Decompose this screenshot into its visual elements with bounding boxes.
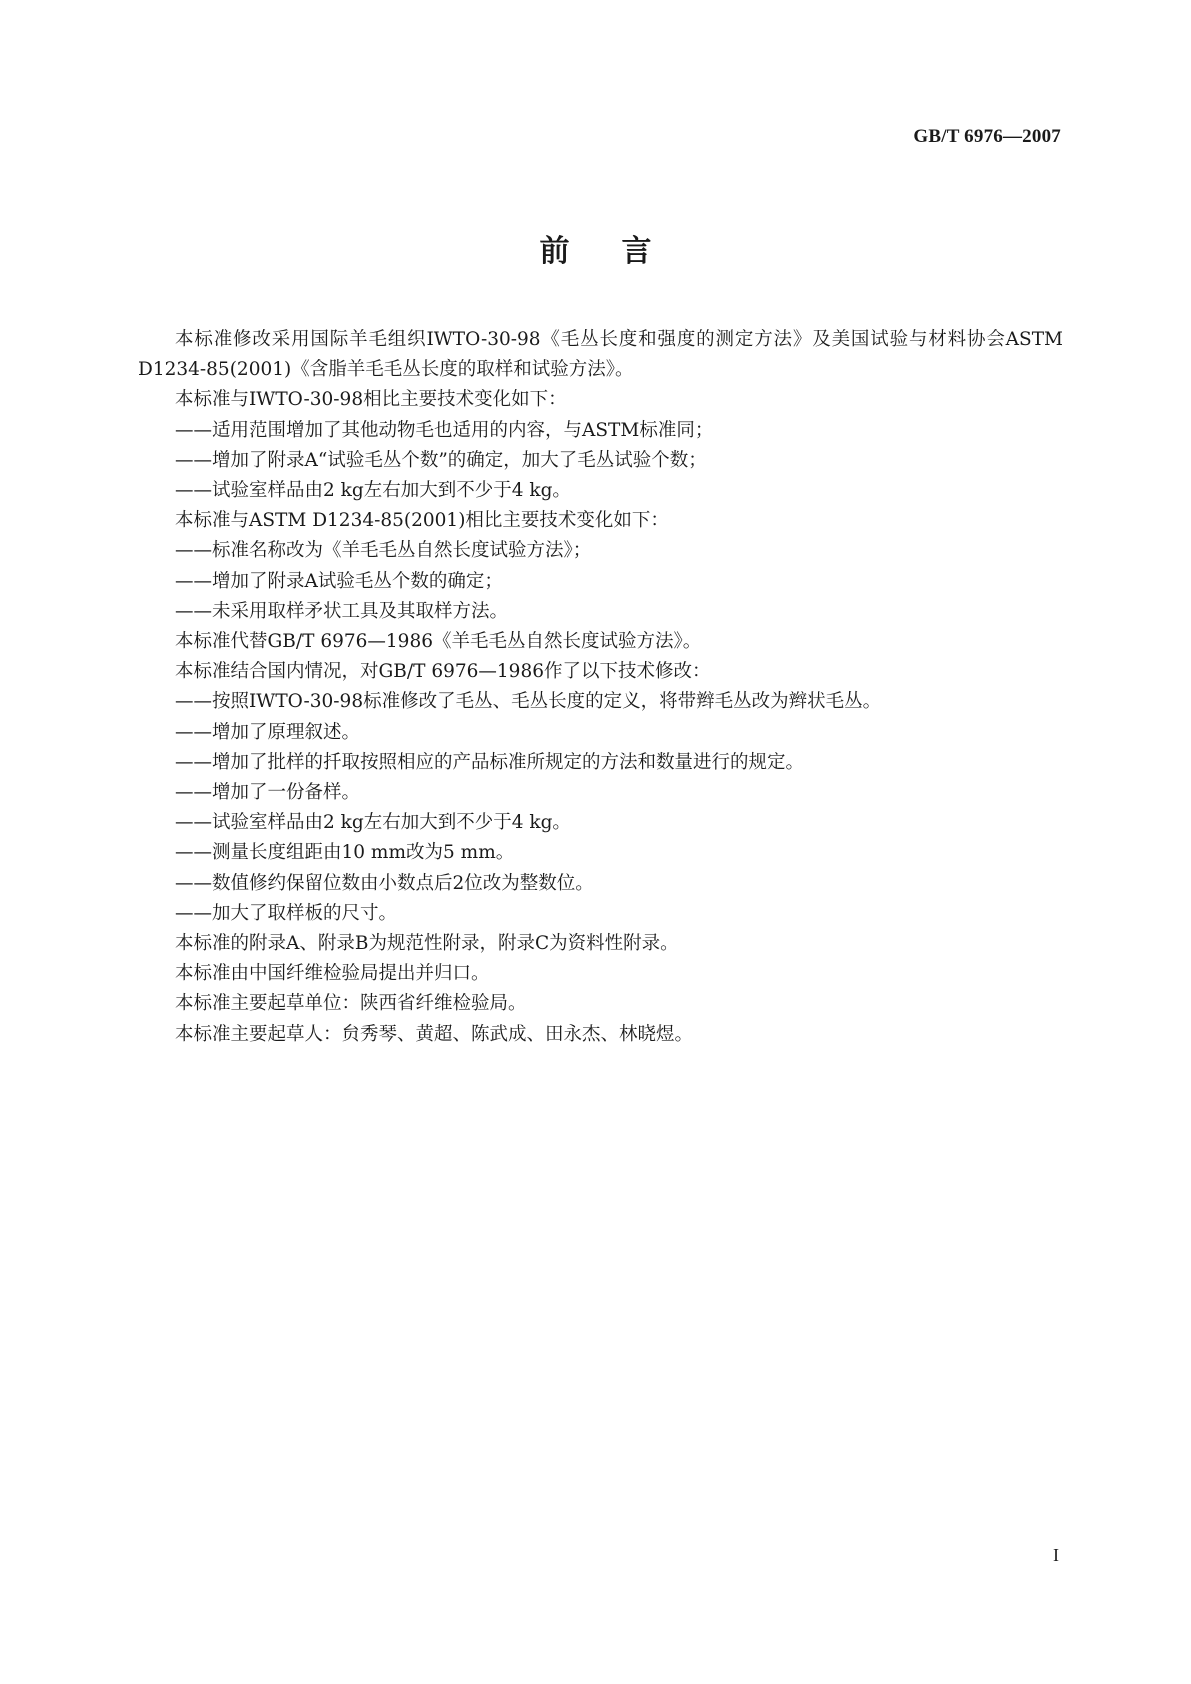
list-item: ——试验室样品由2 kg左右加大到不少于4 kg。 <box>175 812 571 834</box>
list-item: ——增加了原理叙述。 <box>175 721 361 743</box>
list-item: ——标准名称改为《羊毛毛丛自然长度试验方法》； <box>175 540 592 562</box>
standard-code: GB/T 6976—2007 <box>913 126 1061 147</box>
list-item: ——测量长度组距由10 mm改为5 mm。 <box>175 842 515 864</box>
paragraph: 本标准代替GB/T 6976—1986《羊毛毛丛自然长度试验方法》。 <box>175 631 702 653</box>
page-number: I <box>1053 1545 1059 1565</box>
list-item: ——按照IWTO-30-98标准修改了毛丛、毛丛长度的定义，将带辫毛丛改为辫状毛丛。 <box>175 691 882 713</box>
list-item: ——增加了附录A“试验毛丛个数”的确定，加大了毛丛试验个数； <box>175 449 707 471</box>
list-item: ——试验室样品由2 kg左右加大到不少于4 kg。 <box>175 480 571 502</box>
list-item: ——增加了一份备样。 <box>175 782 361 804</box>
paragraph: 本标准的附录A、附录B为规范性附录，附录C为资料性附录。 <box>175 933 679 955</box>
paragraph: 本标准修改采用国际羊毛组织IWTO-30-98《毛丛长度和强度的测定方法》及美国试验与材料协会ASTM D1234-85(2001)《含脂羊毛毛丛长度的取样和试验方法》。 <box>138 329 1063 381</box>
list-item: ——增加了批样的扦取按照相应的产品标准所规定的方法和数量进行的规定。 <box>175 751 805 773</box>
paragraph: 本标准与ASTM D1234-85(2001)相比主要技术变化如下： <box>175 510 669 532</box>
paragraph: 本标准主要起草人：贠秀琴、黄超、陈武成、田永杰、林晓煜。 <box>175 1023 694 1045</box>
page-title: 前言 <box>539 234 704 269</box>
paragraph: 本标准由中国纤维检验局提出并归口。 <box>175 963 490 985</box>
paragraph: 本标准结合国内情况，对GB/T 6976—1986作了以下技术修改： <box>175 661 711 683</box>
list-item: ——适用范围增加了其他动物毛也适用的内容，与ASTM标准同； <box>175 419 714 441</box>
list-item: ——增加了附录A试验毛丛个数的确定； <box>175 570 503 592</box>
paragraph: 本标准与IWTO-30-98相比主要技术变化如下： <box>175 389 567 411</box>
list-item: ——未采用取样矛状工具及其取样方法。 <box>175 600 509 622</box>
list-item: ——加大了取样板的尺寸。 <box>175 902 398 924</box>
paragraph: 本标准主要起草单位：陕西省纤维检验局。 <box>175 993 527 1015</box>
list-item: ——数值修约保留位数由小数点后2位改为整数位。 <box>175 872 594 894</box>
document-body <box>138 325 1063 1050</box>
